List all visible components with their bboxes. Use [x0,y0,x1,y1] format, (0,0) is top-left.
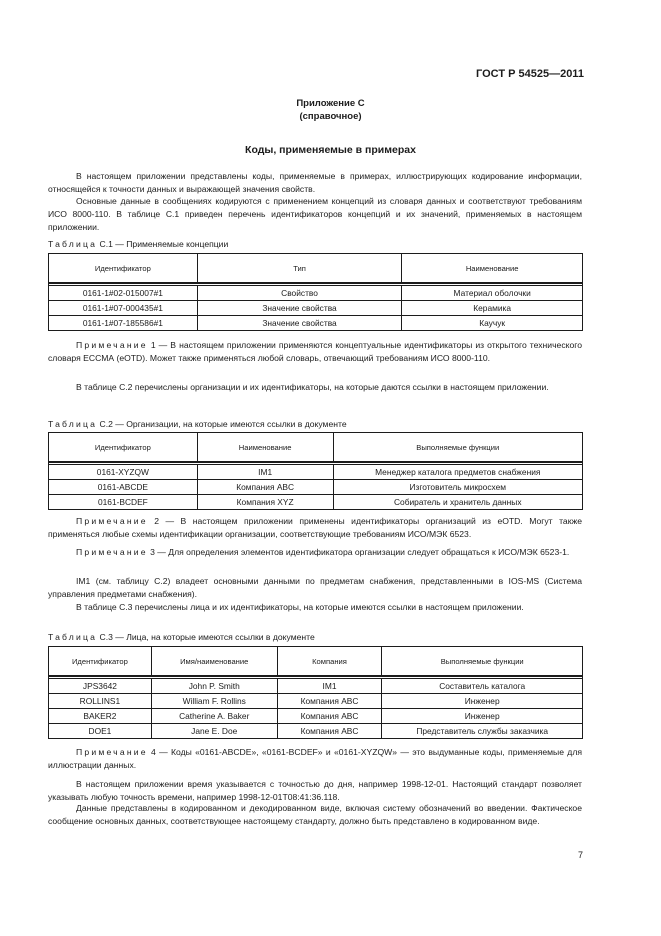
table1-caption [48,238,228,250]
intro-paragraph-1: В настоящем приложении представлены коды, применяемые в примерах, иллюстрирующих кодирование информации, относящейся к точности данных и выражающей значения свойств. [48,171,582,194]
note-2-label: Примечание [76,516,148,526]
table1-header: Идентификатор [49,254,198,284]
table-cell: Изготовитель микросхем [333,480,582,495]
table-row [49,495,583,510]
table-cell: IM1 [277,679,382,694]
table-cell: JPS3642 [49,679,152,694]
table-cell: DOE1 [49,724,152,739]
note-3-label: Примечание [76,547,148,557]
table-cell: 0161-1#07-185586#1 [49,316,198,331]
note-1-label: Примечание [76,340,148,350]
table3-header-row [49,647,583,677]
table-cell: Значение свойства [197,301,402,316]
note-4-label: Примечание [76,747,148,757]
table-cell: Компания ABC [277,724,382,739]
note-4-text: 4 — Коды «0161-ABCDE», «0161-BCDEF» и «0161-XYZQW» — это выдуманные коды, применяемые для иллюстрации данных. [48,747,582,770]
table1-caption-label: Таблица [48,239,98,249]
table-cell: 0161-ABCDE [49,480,198,495]
table-row [49,301,583,316]
table-row [49,724,583,739]
table3-header: Компания [277,647,382,677]
table2-header: Наименование [197,433,333,463]
table-cell: Компания ABC [277,694,382,709]
table-row [49,316,583,331]
table3-header: Выполняемые функции [382,647,583,677]
table-cell: Catherine A. Baker [151,709,277,724]
note-1-text: 1 — В настоящем приложении применяются концептуальные идентификаторы из открытого технического словаря ЕССМА (eOTD). Может также применяться любой словарь, отвечающий требованиям ИСО 8000-110. [48,340,582,363]
table-cell: William F. Rollins [151,694,277,709]
paragraph-im1: IM1 (см. таблицу С.2) владеет основными данными по предметам снабжения, представленными в IOS-MS (Система управления предметами снабжения). [48,576,582,599]
table-cell: BAKER2 [49,709,152,724]
table-cell: Инженер [382,694,583,709]
table2-header: Идентификатор [49,433,198,463]
table-cell: Компания XYZ [197,495,333,510]
table-row [49,465,583,480]
table1-header: Тип [197,254,402,284]
table-persons [48,646,583,739]
table-row [49,709,583,724]
table-cell: Компания ABC [197,480,333,495]
table1-caption-text: С.1 — Применяемые концепции [99,239,229,249]
table-cell: Представитель службы заказчика [382,724,583,739]
table-cell: Значение свойства [197,316,402,331]
table-cell: 0161-1#07-000435#1 [49,301,198,316]
table2-caption-text: С.2 — Организации, на которые имеются ссылки в документе [99,419,347,429]
standard-designation: ГОСТ Р 54525—2011 [476,68,584,80]
table3-caption-label: Таблица [48,632,98,642]
table1-header-row [49,254,583,284]
note-4 [48,746,582,772]
table-cell: Каучук [402,316,583,331]
table-cell: 0161-1#02-015007#1 [49,286,198,301]
table-organizations [48,432,583,510]
table-cell: Jane E. Doe [151,724,277,739]
note-3 [48,546,582,559]
table-row [49,694,583,709]
page-number: 7 [578,850,584,860]
table-concepts [48,253,583,331]
note-2-text: 2 — В настоящем приложении применены идентификаторы организаций из eOTD. Могут также применяться любые схемы идентификации организации, соответствующие требованиям ИСО/МЭК 6523. [48,516,582,539]
paragraph-table3-intro: В таблице С.3 перечислены лица и их идентификаторы, на которые имеются ссылки в настоящем приложении. [76,602,524,612]
table3-caption-text: С.3 — Лица, на которые имеются ссылки в документе [99,632,315,642]
note-1 [48,339,582,365]
note-2 [48,515,582,541]
table3-caption [48,631,315,643]
closing-paragraph-1: В настоящем приложении время указывается с точностью до дня, например 1998-12-01. Настоящий стандарт позволяет указывать любую точность времени, например 1998-12-01T08:41:36.118. [48,779,582,802]
table2-header-row [49,433,583,463]
table-cell: 0161-XYZQW [49,465,198,480]
table2-caption-label: Таблица [48,419,98,429]
intro-paragraph-2: Основные данные в сообщениях кодируются с применением концепций из словаря данных и соответствуют требованиям ИСО 8000-110. В таблице С.1 приведен перечень идентификаторов концепций и их значений, применяемых в настоящем приложении. [48,196,582,232]
table1-header: Наименование [402,254,583,284]
table-cell: Керамика [402,301,583,316]
note-3-text: 3 — Для определения элементов идентификатора организации следует обращаться к ИСО/МЭК 6523-1. [150,547,570,557]
table-cell: Свойство [197,286,402,301]
table3-header: Имя/наименование [151,647,277,677]
section-heading: Коды, применяемые в примерах [245,144,416,156]
table2-caption [48,418,347,430]
table-cell: Компания ABC [277,709,382,724]
table-cell: John P. Smith [151,679,277,694]
table-row [49,679,583,694]
appendix-subtitle: (справочное) [299,111,362,122]
paragraph-table2-intro: В таблице С.2 перечислены организации и их идентификаторы, на которые даются ссылки в настоящем приложении. [76,382,549,392]
closing-paragraph-2: Данные представлены в кодированном и декодированном виде, включая систему обозначений во введении. Фактическое сообщение основных данных, соответствующее настоящему стандарту, должно быть представлено в кодированном виде. [48,803,582,826]
table3-header: Идентификатор [49,647,152,677]
table-cell: Инженер [382,709,583,724]
table-cell: Составитель каталога [382,679,583,694]
table2-header: Выполняемые функции [333,433,582,463]
table-cell: IM1 [197,465,333,480]
table-row [49,286,583,301]
table-cell: 0161-BCDEF [49,495,198,510]
appendix-title: Приложение С [296,98,365,109]
table-cell: Собиратель и хранитель данных [333,495,582,510]
table-cell: Материал оболочки [402,286,583,301]
table-row [49,480,583,495]
table-cell: ROLLINS1 [49,694,152,709]
table-cell: Менеджер каталога предметов снабжения [333,465,582,480]
